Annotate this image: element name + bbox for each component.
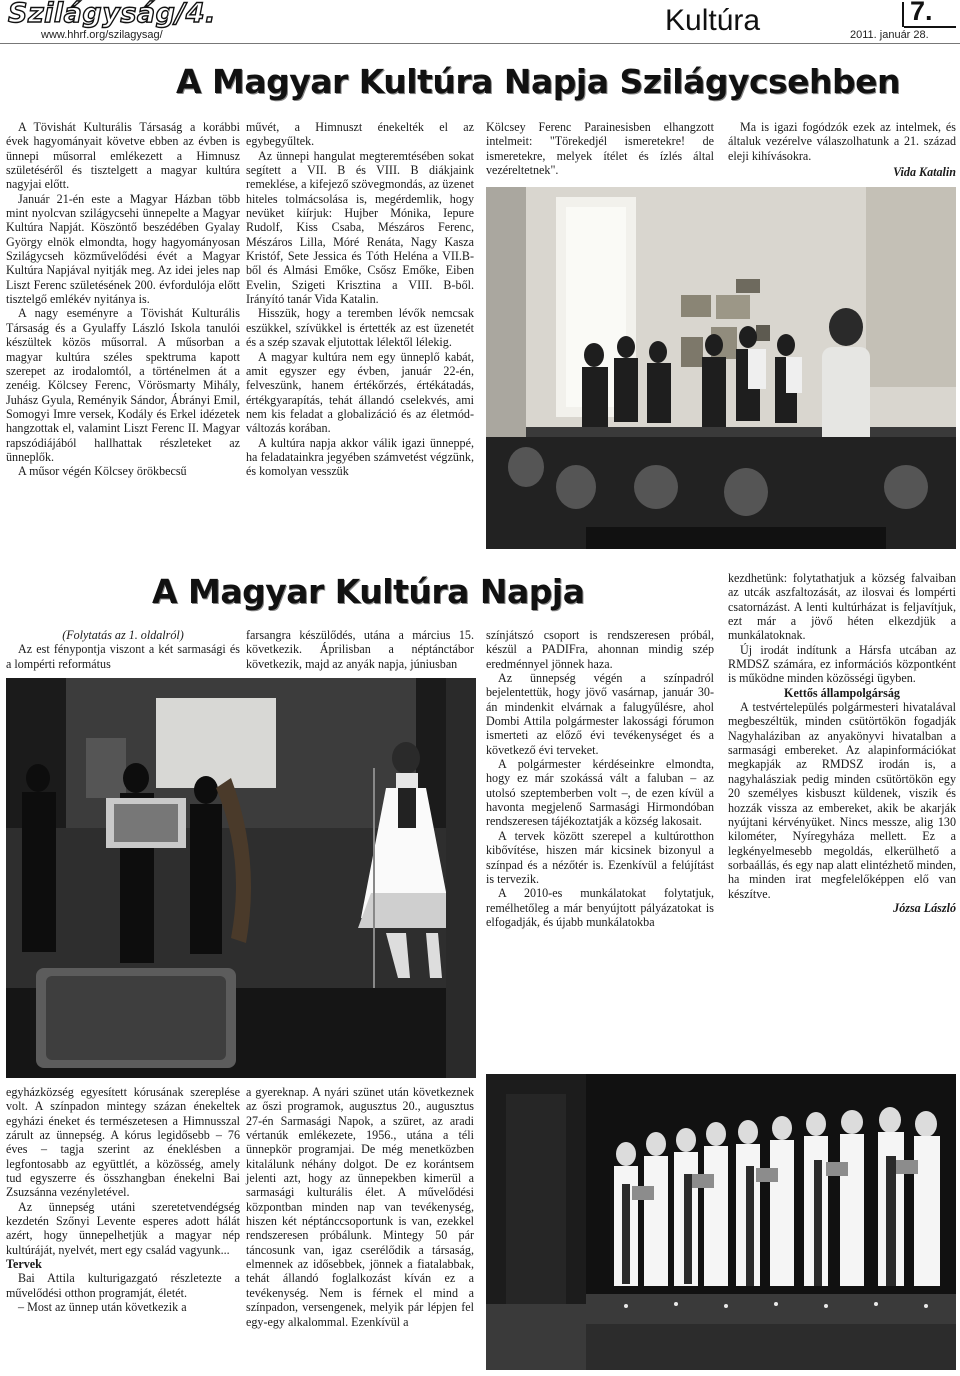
photo-folk-concert — [6, 678, 476, 1078]
article2-column-2-top — [246, 628, 474, 671]
article2-column-1-top — [6, 628, 240, 671]
masthead-url[interactable]: www.hhrf.org/szilagysag/ — [41, 29, 163, 41]
subheading-dual-citizenship: Kettős állampolgárság — [784, 685, 900, 700]
paragraph: Az ünnepi hangulat megteremtésében sokat segített a VII. B és VIII. B diákjaink remeklése, a kifejező szövegmondás, az üzenet hiteles tolmácsolása is, megérdemlik, hogy nevüket kiírjuk: Hujber Mónika, Iepure Rudolf, Kiss Csaba, Mészáros Ferenc, Mészáros Lilla, Móré Renáta, Nagy Kasza Kristóf, Sete Jessica és Tóth Heléna a VII.B-ből és Almási Emőke, Csősz Emőke, Eiben Evelin, Szigeti Krisztina a VIII. B-ből. Irányító tanár Vida Katalin. — [246, 148, 474, 307]
author-signature — [728, 165, 956, 179]
article2-column-3 — [486, 628, 714, 929]
paragraph: A műsor végén Kölcsey örökbecsű — [18, 464, 187, 479]
article1-column-4 — [728, 120, 956, 179]
paragraph: Ma is igazi fogódzók ezek az intelmek, és általuk vezérelve válaszolhatunk a 21. század eleji kihívásokra. — [728, 120, 956, 163]
paragraph: – Most az ünnep után következik a — [18, 1300, 187, 1315]
continuation-note-text: (Folytatás az 1. oldalról) — [62, 628, 184, 642]
photo-folk-concert-image — [6, 678, 476, 1078]
author-name: Vida Katalin — [893, 165, 956, 180]
paragraph: Bai Attila kulturigazgató részletezte a művelődési otthon programját, életét. — [6, 1271, 240, 1300]
paragraph: A testvértelepülés polgármesteri hivatalával megbeszéltük, minden csütörtökön fogadják Nagyhaláziban az anyakönyvi hivatalban a sarmasági embereket. Az alapinformációkat megkapják az RMDSZ irodán is, a nagyhalásziak pedig minden csütörtökön egy 20 személyes kisbuszt küldenek, viszik és hozzák vissza az embereket, akik be akarják nyújtani kérvényüket. Nincs messze, alig 130 kilométer, Nyíregyháza mellett. Ez a legkényelmesebb megoldás, elkerülhető a sorbaállás, és egy nap alatt elintézhető minden, ha minden irat megfelelőképpen elő van készítve. — [728, 700, 956, 901]
paragraph: Kölcsey Ferenc Parainesisben elhangzott intelmeit: "Törekedjél ismeretekre! de ismeretekre, melyek ítélet és ízlés által vezéreltetnek". — [486, 120, 714, 178]
article1-column-1 — [6, 120, 240, 479]
article2-column-2-bottom — [246, 1085, 474, 1329]
article2-column-1-bottom — [6, 1085, 240, 1315]
author-name: Józsa László — [893, 900, 956, 915]
masthead-logo: Szilágyság/4. — [8, 0, 216, 29]
subheading-plans: Tervek — [6, 1257, 42, 1272]
paragraph: Az est fénypontja viszont a két sarmasági és a lompérti református — [6, 642, 240, 671]
paragraph: farsangra készülődés, utána a március 15. következik. Áprilisban a néptánctábor következik, majd az anyák napja, júniusban — [246, 628, 474, 671]
photo-church-choir-image — [486, 1074, 956, 1370]
article1-column-3 — [486, 120, 714, 177]
issue-date: 2011. január 28. — [850, 29, 929, 41]
paragraph: A kultúra napja akkor válik igazi ünneppé, ha feladatainkra jegyében számvetést végzünk, és komolyan vesszük — [246, 435, 474, 479]
section-title: Kultúra — [665, 4, 761, 37]
article2-column-4 — [728, 571, 956, 915]
page-number: 7. — [910, 0, 933, 26]
author-signature — [728, 901, 956, 915]
photo-church-choir — [486, 1074, 956, 1370]
paragraph: A magyar kultúra nem egy ünneplő kabát, amit egyszer egy évben, január 22-én, felveszünk, hanem értékőrzés, értékátadás, értékgyarapítás, tehát állandó cselekvés, ami nem kis feladat a globalizáció és az életmód-változás korában. — [246, 349, 474, 436]
paragraph: A Tövishát Kulturális Társaság a korábbi évek hagyományait követve ebben az évben is ünnepi műsorral emlékezett a Himnusz születéséről és tisztelgett a magyar kultúra nagyjai előtt. — [6, 120, 240, 192]
paragraph: Új irodát indítunk a Hársfa utcában az RMDSZ számára, ez információs központként is működne minden közösségi ügyben. — [728, 642, 956, 686]
paragraph: egyházközség egyesített kórusának szereplése volt. A színpadon mintegy százan énekeltek egyházi éneket és természetesen a Himnusszal zárult az ünnepség. A kórus legidősebb – 76 éves – tagja szerint az éneklésben a legfontosabb az együttlét, a közösség, amely tud egyszerre és összhangban énekelni Bai Zsuzsánna vezényletével. — [6, 1085, 240, 1200]
paragraph: A polgármester kérdéseinkre elmondta, hogy ez már szokássá vált a faluban – az utolsó szeptemberben volt –, de ezen kívül a havonta megjelenő Sarmasági Hirmondóban rendszeresen tájékoztatják a község lakosait. — [486, 757, 714, 829]
page-number-underline — [904, 26, 956, 28]
paragraph: Hisszük, hogy a teremben lévők nemcsak eszükkel, szívükkel is értették az est üzenetét és a szép szavak eljutottak lélektől lélekig. — [246, 306, 474, 350]
continuation-note — [6, 628, 240, 642]
paragraph: Január 21-én este a Magyar Házban több mint nyolcvan szilágycsehi ünnepelte a Magyar Kultúra Napját. Köszöntő beszédében Gyalay György elnök elmondta, hogy hagyományosan Szilágycseh közművelődési évét a Magyar Kultúra Napjával nyitják meg. Az idei jeles nap Liszt Ferenc születésének 200. évfordulója előtt tisztelgő emlékév nyitánya is. — [6, 191, 240, 307]
paragraph: Az ünnepség utáni szeretetvendégség kezdetén Szőnyi Levente esperes adott hálát azért, hogy ünnepelhetjük a magyar nép kultúráját, nyelvét, mert egy család vagyunk... — [6, 1199, 240, 1257]
photo-students-recital-image — [486, 187, 956, 549]
paragraph: A 2010-es munkálatokat folytatjuk, remélhetőleg a már benyújtott pályázatokat is elfogadják, és újabb munkálatokba — [486, 886, 714, 929]
paragraph: kezdhetünk: folytathatjuk a község falvaiban az utcák aszfaltozását, az ilosvai és lompérti csatornázást. A lenti kultúrházat is feljavítjuk, ezt már a jövő héten elkezdjük a munkálatoknak. — [728, 571, 956, 643]
paragraph: A tervek között szerepel a kultúrotthon kibővítése, hiszen már kicsinek bizonyul a színpad és a nézőtér is. Ezenkívül a felújítást is tervezik. — [486, 828, 714, 886]
article1-headline: A Magyar Kultúra Napja Szilágycsehben — [176, 62, 901, 101]
photo-students-recital — [486, 187, 956, 549]
masthead — [0, 0, 960, 44]
paragraph: A nagy eseményre a Tövishát Kulturális Társaság és a Gyulaffy László Iskola tanulói készültek közös műsorral. A műsorban a magyar kultúra széles spektruma kapott szerepet az irodalomtól, a történelmen át a zenéig. Kölcsey Ferenc, Vörösmarty Mihály, Juhász Gyula, Reményik Sándor, Ábrányi Emil, Somogyi Imre versek, Kodály és Erkel idézetek hangzottak el, valamint Liszt Ferenc II. Magyar rapszódiájából hallhattak részleteket az ünneplők. — [6, 306, 240, 464]
paragraph: művét, a Himnuszt énekelték el az egybegyűltek. — [246, 120, 474, 149]
article2-headline: A Magyar Kultúra Napja — [152, 572, 585, 611]
masthead-rule — [0, 43, 960, 44]
paragraph: színjátszó csoport is rendszeresen próbál, készül a PADIFra, ahonnan mindig szép eredménnyel jönnek haza. — [486, 628, 714, 671]
article1-column-2 — [246, 120, 474, 479]
paragraph: a gyereknap. A nyári szünet után következnek az őszi programok, augusztus 20., augusztus 27-én Sarmasági Napok, a szüret, az aradi vértanúk emlékezete, 1956., utána a téli ünnepkör programjai. De még menetközben kitalálunk néhány dolgot. De ez korántsem jelenti azt, hogy az ünnepekben kimerül a sarmasági kulturális élet. A művelődési központban minden nap van tevékenység, hiszen két néptánccsoportunk is van, ezekkel rendszeresen próbálunk. Mintegy 50 pár táncosunk van, igaz cserélődik a társaság, elmennek az idősebbek, jönnek a fiatalabbak, tehát állandó foglalkozást kíván ez a tevékenység. Nem is férnek el mind a színpadon, versengenek, melyik pár lépjen fel egy-egy alkalommal. Ezenkívül a — [246, 1085, 474, 1329]
page-number-side-rule — [902, 2, 904, 27]
paragraph: Az ünnepség végén a színpadról bejelentettük, hogy jövő vasárnap, január 30-án mindenkit elvárnak a falugyűlésre, ahol Dombi Attila polgármester lakossági fórumon ismerteti az előző évi tevékenységet és a következő évi terveket. — [486, 671, 714, 757]
